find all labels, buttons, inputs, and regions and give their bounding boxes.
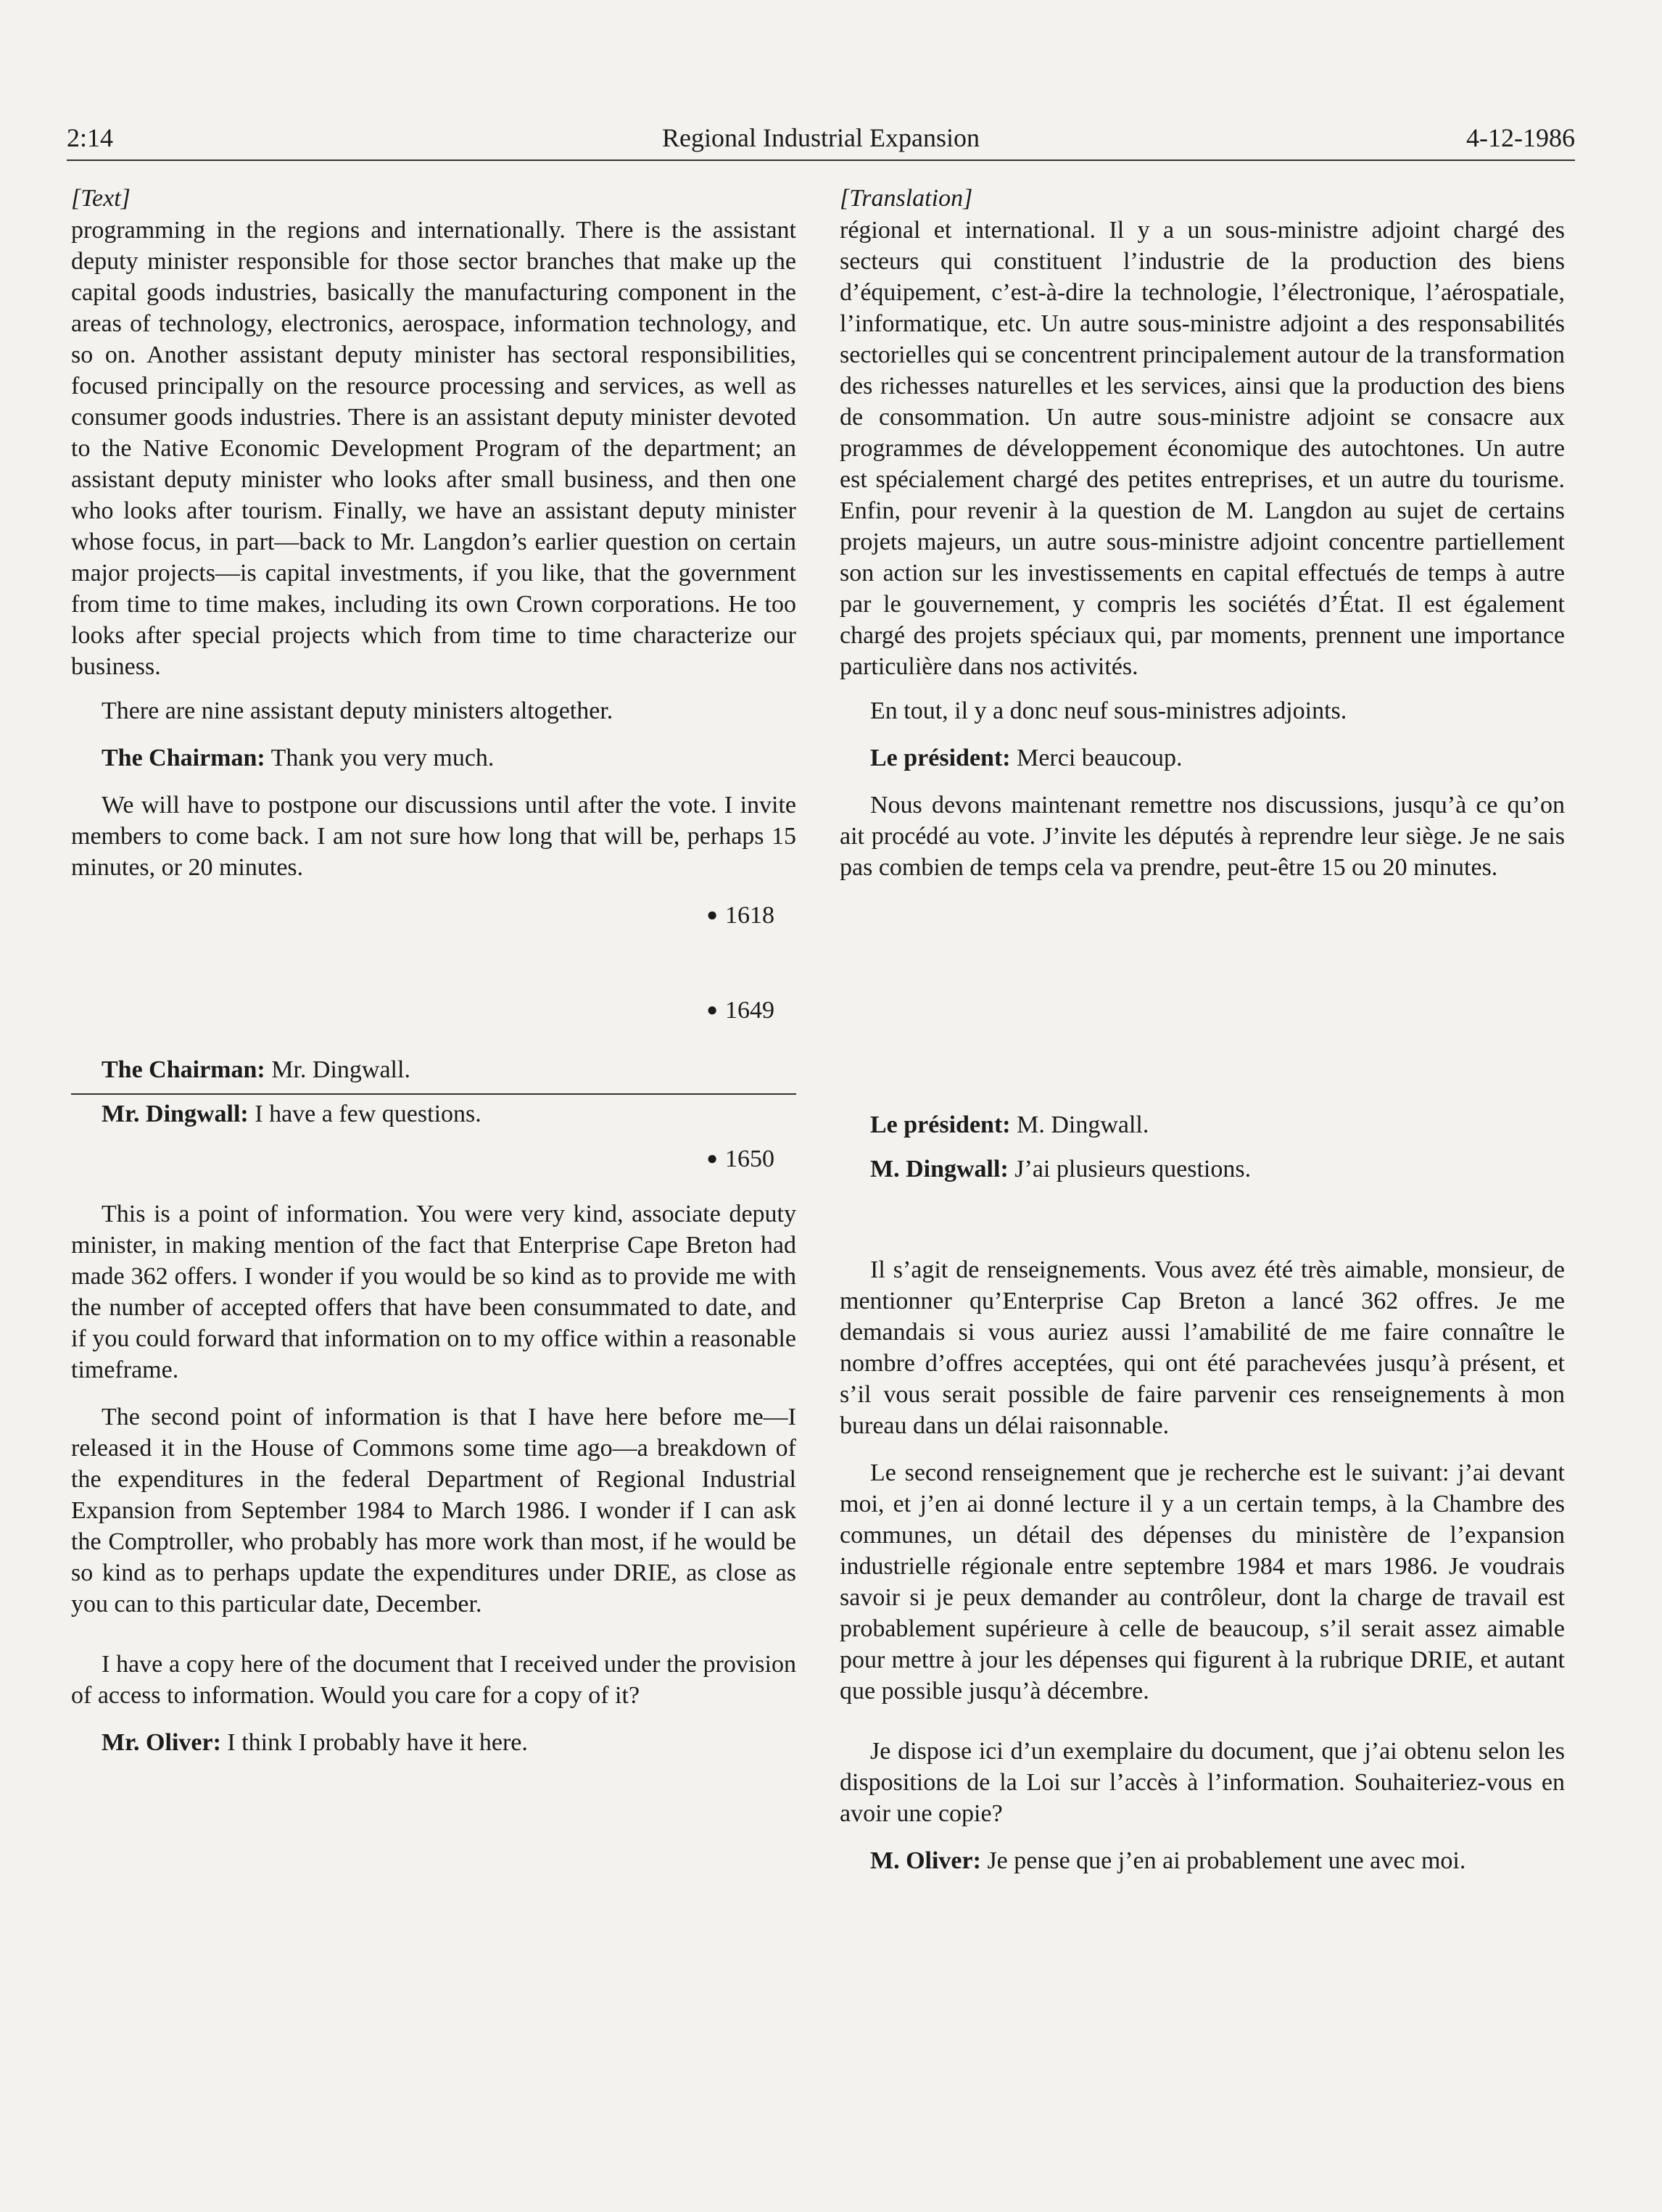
text-label: [Text] — [71, 185, 131, 212]
paragraph: Nous devons maintenant remettre nos discussions, jusqu’à ce qu’on ait procédé au vote. J’invite les députés à reprendre leur siège. Je ne sais pas combien de temps cela va prendre, peut-être 15 ou 20 minutes. — [840, 792, 1565, 881]
french-column — [840, 183, 1565, 1876]
translation-label: [Translation] — [840, 185, 973, 212]
committee-title: Regional Industrial Expansion — [662, 123, 980, 152]
speaker-turn — [71, 1727, 796, 1758]
english-column — [71, 183, 796, 1758]
paragraph: En tout, il y a donc neuf sous-ministres adjoints. — [870, 697, 1347, 724]
paragraph: We will have to postpone our discussions until after the vote. I invite members to come back. I am not sure how long that will be, perhaps 15 minutes, or 20 minutes. — [71, 792, 796, 881]
time-marker: ● 1650 — [706, 1146, 774, 1172]
speech-text: I think I probably have it here. — [227, 1729, 528, 1756]
speaker-name: Le président: — [870, 1111, 1011, 1138]
speech-text: I have a few questions. — [255, 1101, 481, 1127]
time-marker: ● 1649 — [706, 997, 774, 1024]
speech-text: Thank you very much. — [270, 745, 495, 771]
speaker-name: Mr. Dingwall: — [102, 1101, 249, 1127]
speech-text: Mr. Dingwall. — [271, 1056, 410, 1083]
paragraph: The second point of information is that I have here before me—I released it in the House of Commons some time ago—a breakdown of the expenditures in the federal Department of Regional Industrial Expansion from September 1984 to March 1986. I wonder if I can ask the Comptroller, who probably has more work than most, if he would be so kind as to perhaps update the expenditures under DRIE, as close as you can to this particular date, December. — [71, 1404, 796, 1617]
speaker-name: M. Oliver: — [870, 1847, 981, 1874]
speaker-name: M. Dingwall: — [870, 1156, 1009, 1182]
page-header — [67, 119, 1575, 161]
speaker-turn — [840, 1109, 1565, 1140]
paragraph: I have a copy here of the document that I received under the provision of access to information. Would you care for a copy of it? — [71, 1651, 796, 1709]
speaker-name: Le président: — [870, 745, 1011, 771]
speech-text: Merci beaucoup. — [1017, 745, 1183, 771]
paragraph: programming in the regions and internationally. There is the assistant deputy minister responsible for those sector branches that make up the capital goods industries, basically the manufacturing component in the areas of technology, electronics, aerospace, information technology, and so on. Another assistant deputy minister has sectoral responsibilities, focused principally on the resource processing and services, as well as consumer goods industries. There is an assistant deputy minister devoted to the Native Economic Development Program of the department; an assistant deputy minister who looks after small business, and then one who looks after tourism. Finally, we have an assistant deputy minister whose focus, in part—back to Mr. Langdon’s earlier question on certain major projects—is capital investments, if you like, that the government from time to time makes, including its own Crown corporations. He too looks after special projects which from time to time characterize our business. — [71, 217, 796, 680]
paragraph: régional et international. Il y a un sous-ministre adjoint chargé des secteurs qui constituent l’industrie de la production des biens d’équipement, c’est-à-dire la technologie, l’électronique, l’aérospatiale, l’informatique, etc. Un autre sous-ministre adjoint a des responsabilités sectorielles qui se concentrent principalement autour de la transformation des richesses naturelles et les services, ainsi que la production des biens de consommation. Un autre sous-ministre adjoint se consacre aux programmes de développement économique des autochtones. Un autre est spécialement chargé des petites entreprises, et un autre du tourisme. Enfin, pour revenir à la question de M. Langdon au sujet de certains projets majeurs, un autre sous-ministre adjoint concentre partiellement son action sur les investissements en capital effectués de temps à autre par le gouvernement, y compris les sociétés d’État. Il est également chargé des projets spéciaux qui, par moments, prennent une importance particulière dans nos activités. — [840, 217, 1565, 680]
paragraph: Je dispose ici d’un exemplaire du document, que j’ai obtenu selon les dispositions de la Loi sur l’accès à l’information. Souhaiteriez-vous en avoir une copie? — [840, 1738, 1565, 1827]
paragraph: This is a point of information. You were very kind, associate deputy minister, in making mention of the fact that Enterprise Cape Breton had made 362 offers. I wonder if you would be so kind as to provide me with the number of accepted offers that have been consummated to date, and if you could forward that information on to my office within a reasonable timeframe. — [71, 1201, 796, 1383]
meeting-date: 4-12-1986 — [1466, 123, 1575, 152]
speaker-name: Mr. Oliver: — [102, 1729, 221, 1756]
paragraph: Il s’agit de renseignements. Vous avez été très aimable, monsieur, de mentionner qu’Enterprise Cap Breton a lancé 362 offres. Je me demandais si vous auriez aussi l’amabilité de me faire connaître le nombre d’offres acceptées, qui ont été parachevées jusqu’à présent, et s’il vous serait possible de faire parvenir ces renseignements à mon bureau dans un délai raisonnable. — [840, 1256, 1565, 1439]
speaker-turn — [71, 742, 796, 774]
speaker-name: The Chairman: — [102, 1056, 265, 1083]
section-divider — [71, 1093, 796, 1095]
paragraph: There are nine assistant deputy ministers altogether. — [102, 697, 613, 724]
speaker-turn — [840, 742, 1565, 774]
speech-text: Je pense que j’en ai probablement une avec moi. — [987, 1847, 1466, 1874]
page-number: 2:14 — [67, 123, 114, 152]
time-marker: ● 1618 — [706, 902, 774, 929]
speaker-turn — [840, 1153, 1565, 1185]
speaker-turn — [71, 1054, 796, 1085]
paragraph: Le second renseignement que je recherche est le suivant: j’ai devant moi, et j’en ai donné lecture il y a un certain temps, à la Chambre des communes, un détail des dépenses du ministère de l’expansion industrielle régionale entre septembre 1984 et mars 1986. Je voudrais savoir si je peux demander au contrôleur, dont la charge de travail est probablement supérieure à celle de beaucoup, s’il serait assez aimable pour mettre à jour les dépenses qui figurent à la rubrique DRIE, et autant que possible jusqu’à décembre. — [840, 1459, 1565, 1704]
speaker-turn — [840, 1845, 1565, 1876]
speech-text: J’ai plusieurs questions. — [1014, 1156, 1252, 1182]
speech-text: M. Dingwall. — [1017, 1111, 1149, 1138]
speaker-name: The Chairman: — [102, 745, 265, 771]
speaker-turn — [71, 1098, 796, 1130]
